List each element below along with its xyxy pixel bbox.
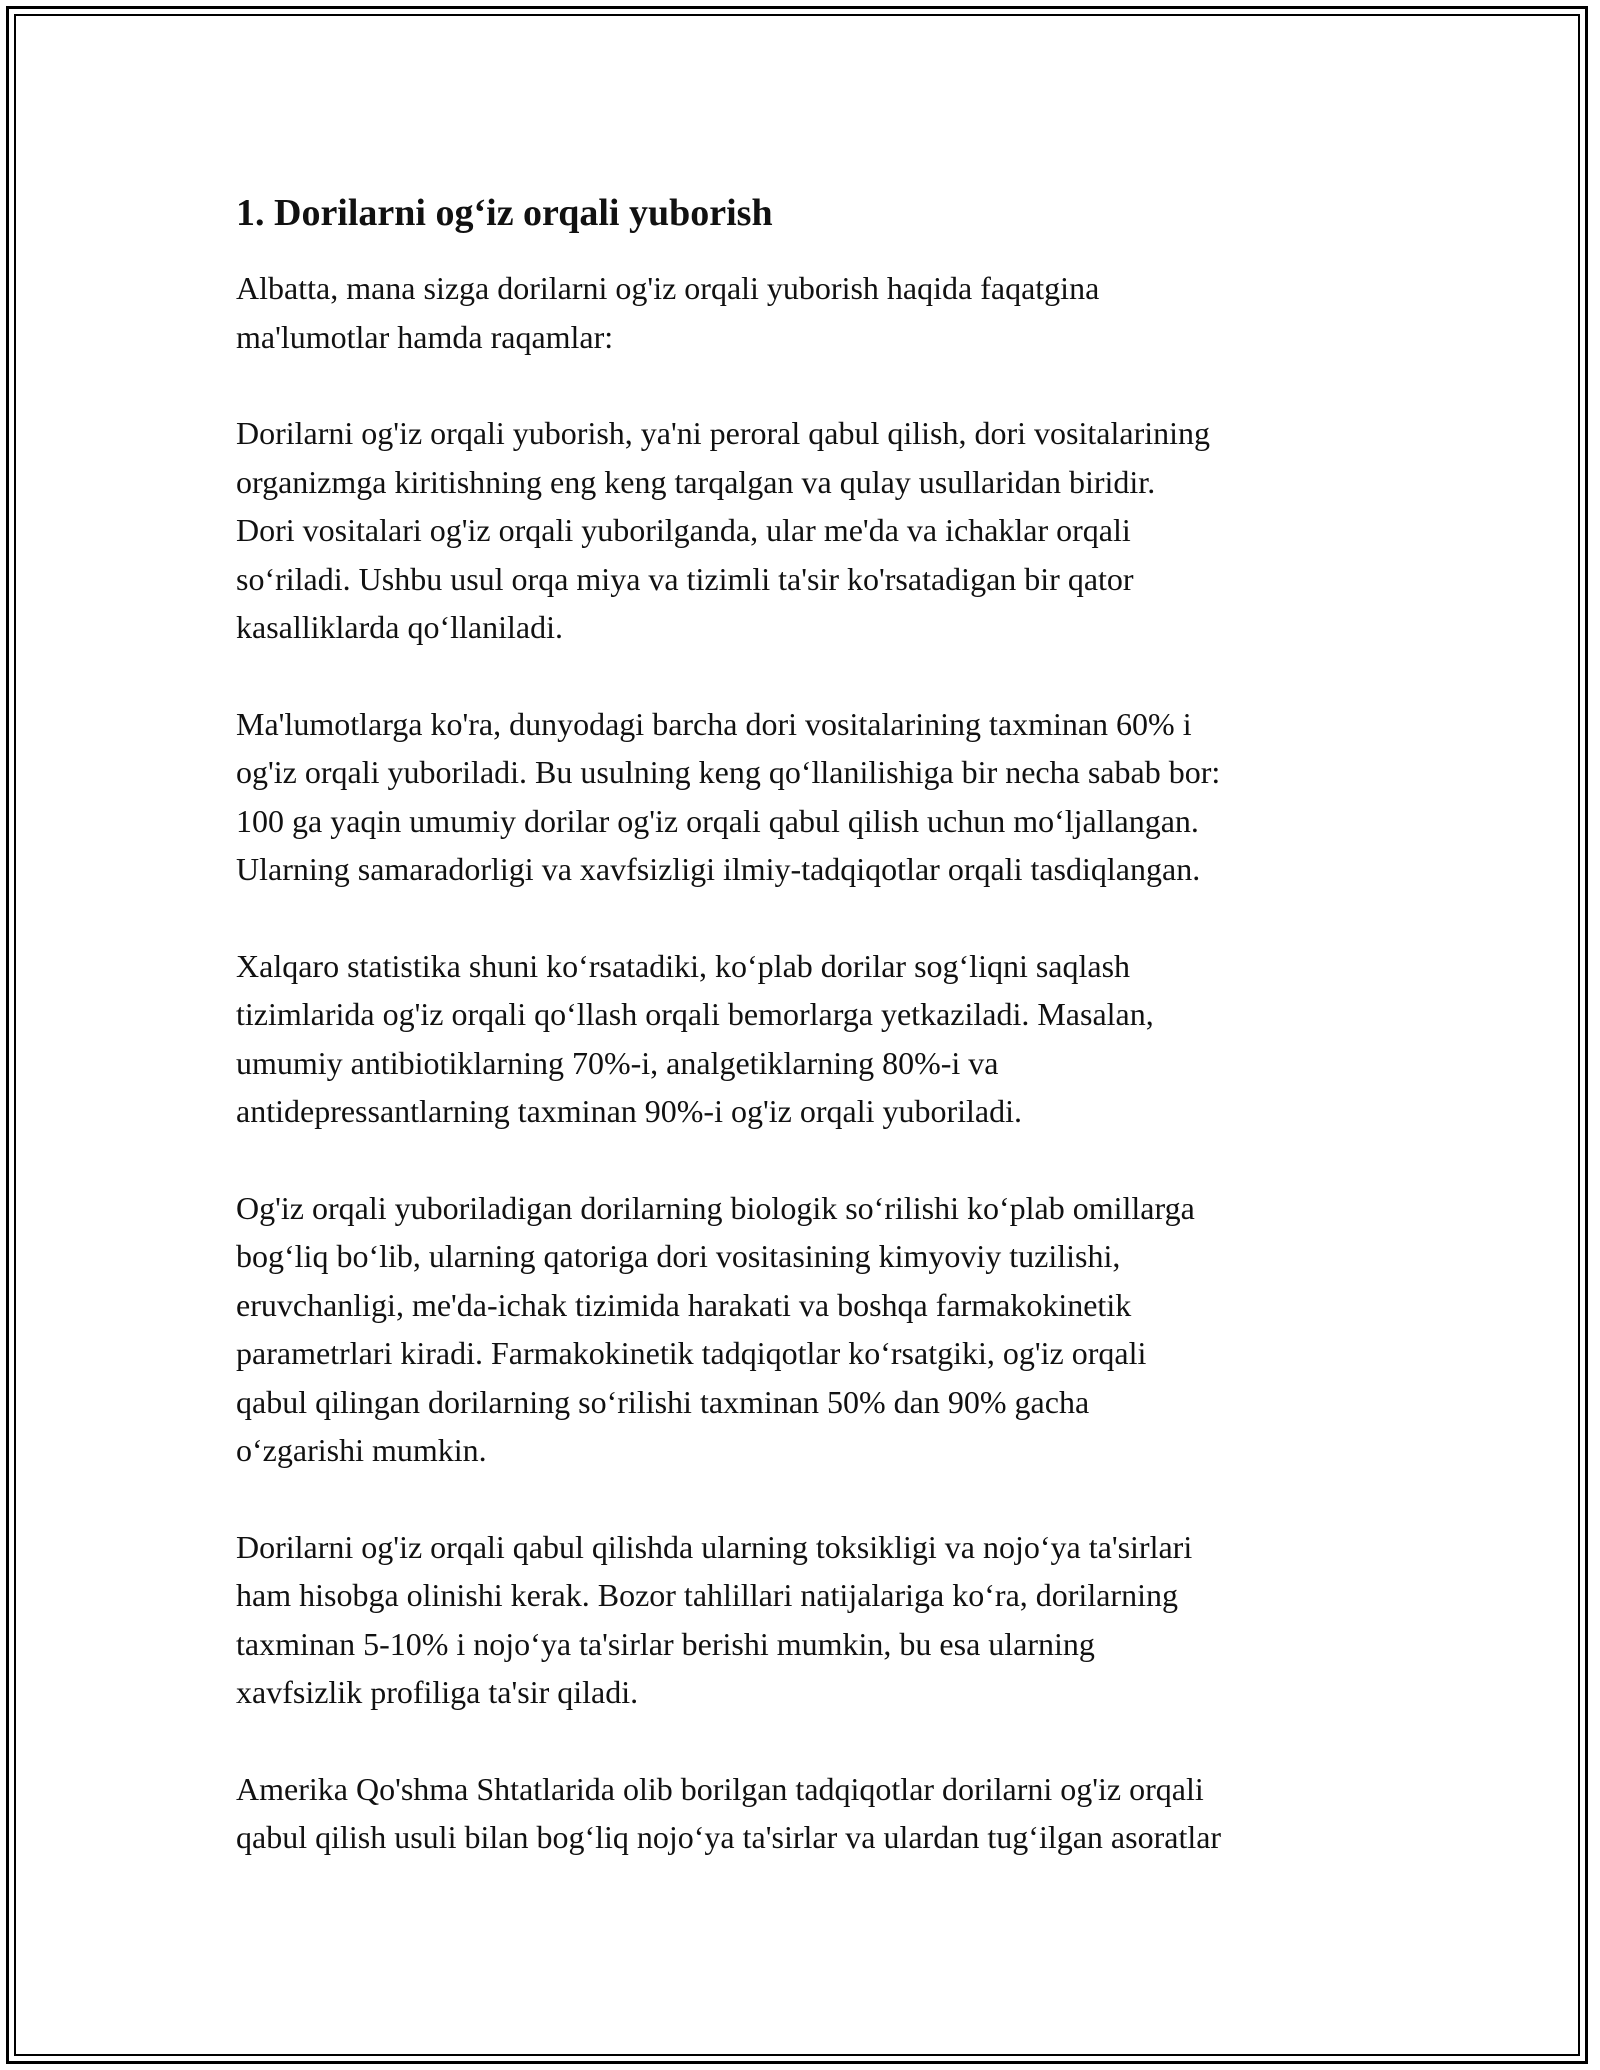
text-line: o‘zgarishi mumkin. [236, 1432, 487, 1468]
text-line: bog‘liq bo‘lib, ularning qatoriga dori vositasining kimyoviy tuzilishi, [236, 1238, 1121, 1274]
text-line: eruvchanligi, me'da-ichak tizimida harakati va boshqa farmakokinetik [236, 1286, 1132, 1323]
text-line: tizimlarida og'iz orqali qo‘llash orqali bemorlarga yetkaziladi. Masalan, [236, 996, 1154, 1032]
text-line: so‘riladi. Ushbu usul orqa miya va tizimli ta'sir ko'rsatadigan bir qator [236, 560, 1134, 597]
document-body [236, 184, 1386, 1910]
text-line: Dorilarni og'iz orqali yuborish, ya'ni peroral qabul qilish, dori vositalarining [236, 415, 1210, 451]
text-line: Xalqaro statistika shuni ko‘rsatadiki, ko‘plab dorilar sog‘liqni saqlash [236, 947, 1131, 984]
text-line: Og'iz orqali yuboriladigan dorilarning biologik so‘rilishi ko‘plab omillarga [236, 1189, 1195, 1226]
text-line: qabul qilingan dorilarning so‘rilishi taxminan 50% dan 90% gacha [236, 1383, 1090, 1420]
paragraph-statistics [236, 700, 1386, 894]
text-line: Albatta, mana sizga dorilarni og'iz orqali yuborish haqida faqatgina [236, 270, 1100, 306]
paragraph-intro [236, 264, 1386, 361]
paragraph-usa-research [236, 1765, 1386, 1862]
text-line: xavfsizlik profiliga ta'sir qiladi. [236, 1674, 639, 1710]
paragraph-international [236, 942, 1386, 1136]
text-line: Ma'lumotlarga ko'ra, dunyodagi barcha dori vositalarining taxminan 60% i [236, 705, 1192, 742]
paragraph-definition [236, 409, 1386, 652]
text-line: taxminan 5-10% i nojo‘ya ta'sirlar berishi mumkin, bu esa ularning [236, 1625, 1095, 1662]
section-heading: 1. Dorilarni og‘iz orqali yuborish [236, 192, 773, 234]
text-line: kasalliklarda qo‘llaniladi. [236, 609, 563, 645]
text-line: Amerika Qo'shma Shtatlarida olib borilgan tadqiqotlar dorilarni og'iz orqali [236, 1770, 1204, 1807]
text-line: Ularning samaradorligi va xavfsizligi ilmiy-tadqiqotlar orqali tasdiqlangan. [236, 851, 1201, 887]
text-line: organizmga kiritishning eng keng tarqalgan va qulay usullaridan biridir. [236, 463, 1156, 500]
text-line: 100 ga yaqin umumiy dorilar og'iz orqali qabul qilish uchun mo‘ljallangan. [236, 802, 1199, 839]
text-line: Dorilarni og'iz orqali qabul qilishda ularning toksikligi va nojo‘ya ta'sirlari [236, 1528, 1193, 1565]
text-line: qabul qilish usuli bilan bog‘liq nojo‘ya ta'sirlar va ulardan tug‘ilgan asoratlar [236, 1819, 1222, 1855]
text-line: antidepressantlarning taxminan 90%-i og'iz orqali yuboriladi. [236, 1093, 1022, 1129]
text-line: umumiy antibiotiklarning 70%-i, analgetiklarning 80%-i va [236, 1044, 999, 1081]
paragraph-bioavailability [236, 1184, 1386, 1475]
text-line: ma'lumotlar hamda raqamlar: [236, 318, 614, 355]
text-line: ham hisobga olinishi kerak. Bozor tahlillari natijalariga ko‘ra, dorilarning [236, 1577, 1178, 1613]
paragraph-toxicity [236, 1523, 1386, 1717]
text-line: Dori vositalari og'iz orqali yuborilganda, ular me'da va ichaklar orqali [236, 512, 1131, 548]
text-line: og'iz orqali yuboriladi. Bu usulning keng qo‘llanilishiga bir necha sabab bor: [236, 754, 1221, 790]
text-line: parametrlari kiradi. Farmakokinetik tadqiqotlar ko‘rsatgiki, og'iz orqali [236, 1335, 1147, 1371]
